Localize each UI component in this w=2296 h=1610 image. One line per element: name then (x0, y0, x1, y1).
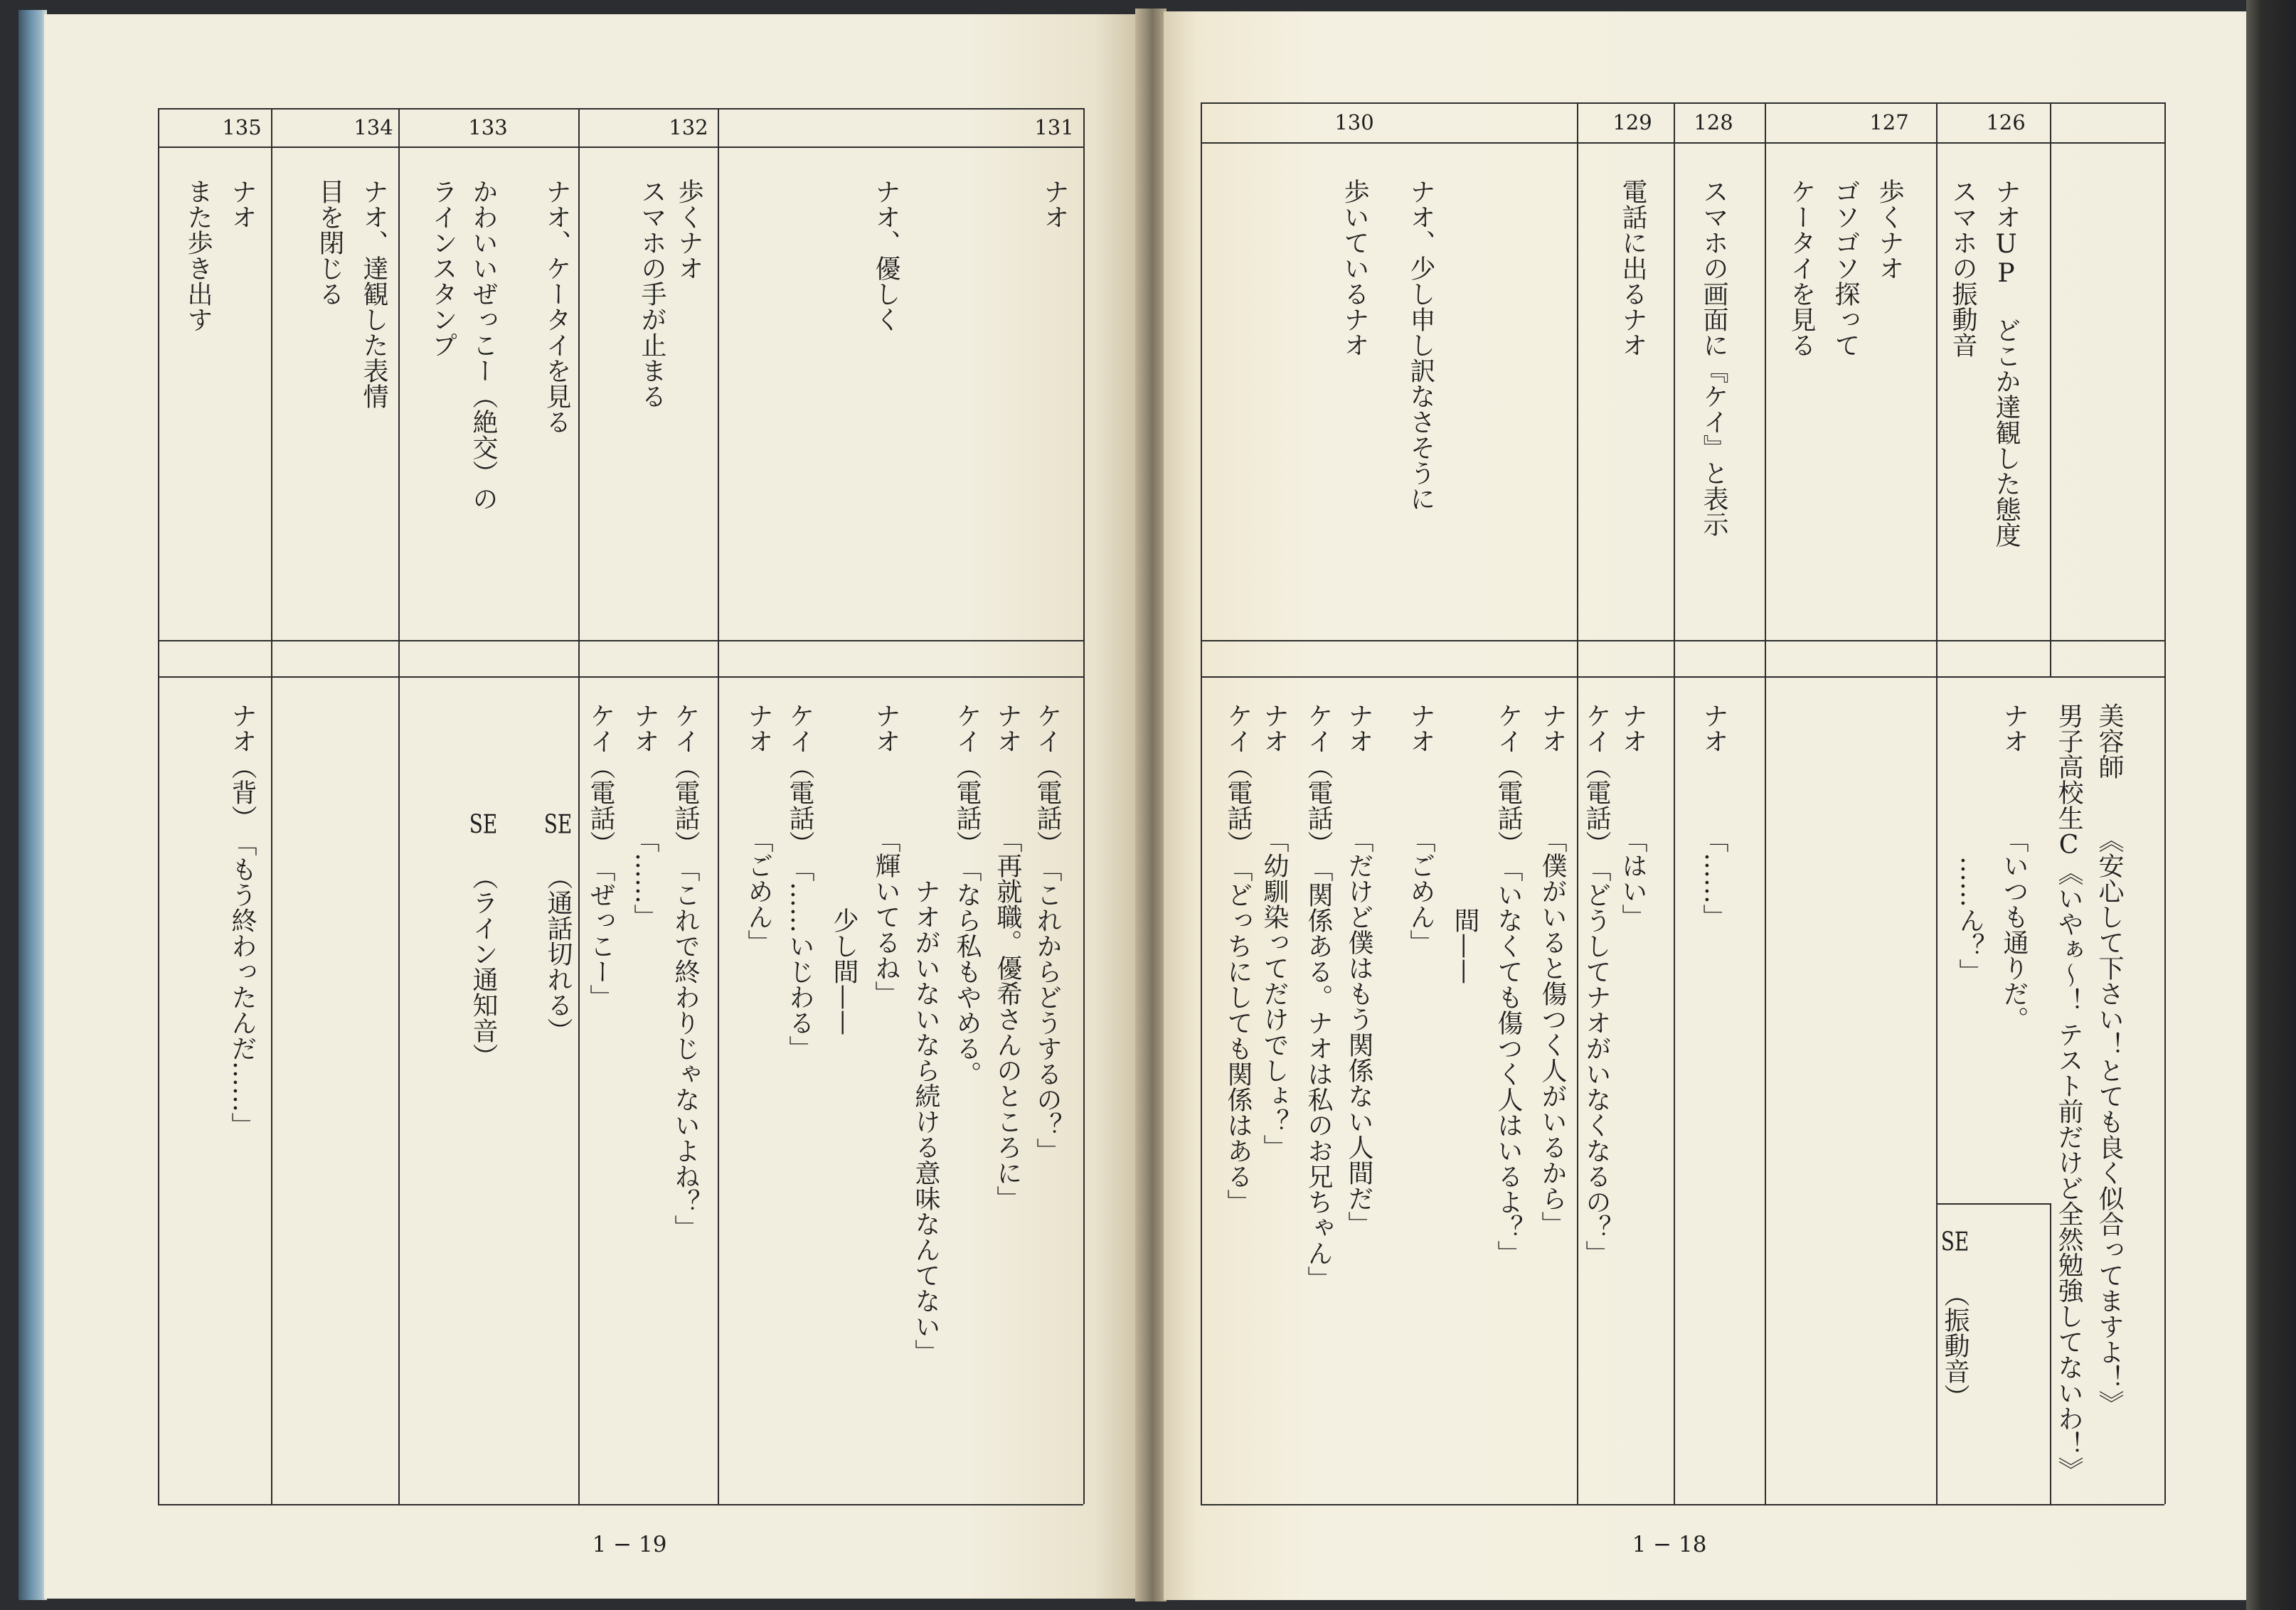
scene-number: 134 (354, 115, 393, 139)
table-rule (1201, 102, 1202, 1504)
table-rule (1201, 640, 2164, 641)
table-rule (1936, 102, 1938, 1504)
table-rule (2050, 102, 2051, 676)
page-number: 1 − 19 (592, 1532, 667, 1557)
speaker-name: ナオ (1344, 703, 1373, 754)
table-rule (158, 640, 1083, 641)
stage-direction: 電話に出るナオ (1618, 178, 1647, 358)
table-rule (271, 108, 272, 1504)
table-rule (1674, 102, 1675, 1504)
speaker-name: ナオ (993, 703, 1022, 754)
dialogue-line (785, 703, 814, 1061)
stage-direction: ナオ、優しく (871, 178, 900, 332)
sound-effect-line (1940, 1230, 1969, 1409)
speaker-name: ケイ（電話） (952, 703, 982, 856)
speaker-name: ナオ (1260, 703, 1289, 754)
scene-number: 131 (1034, 115, 1074, 139)
sound-effect-text: （振動音） (1940, 1281, 1970, 1409)
sound-effect-label: SE (469, 812, 498, 838)
speaker-name: ナオ（背） (228, 703, 257, 831)
se-box-rule (2050, 1203, 2051, 1504)
dialogue-text: 「……いじわる」 (785, 856, 814, 1061)
table-rule (158, 676, 1083, 678)
dialogue-text: 「はい」 (1618, 827, 1647, 929)
sound-effect-line (469, 812, 497, 1069)
stage-direction: スマホの手が止まる (637, 178, 666, 409)
scene-number: 129 (1612, 110, 1652, 134)
table-rule (1083, 108, 1085, 1504)
book-edge-left (18, 10, 47, 1600)
dialogue-line (2095, 703, 2123, 1416)
pause-direction (1450, 907, 1479, 984)
stage-direction: ケータイを見る (1787, 178, 1816, 358)
stage-direction: ナオ (228, 178, 257, 230)
dialogue-text: 少し間—— (829, 907, 859, 1035)
speaker-name: ナオ (744, 703, 773, 754)
scene-number: 130 (1334, 110, 1374, 134)
dialogue-text: 「関係ある。ナオは私のお兄ちゃん」 (1304, 856, 1333, 1291)
dialogue-line (1699, 703, 1728, 929)
speaker-name: ナオ (630, 703, 659, 754)
dialogue-text: 「僕がいると傷つく人がいるから」 (1538, 827, 1567, 1237)
table-rule (158, 1504, 1083, 1505)
dialogue-line (871, 703, 900, 1006)
speaker-name: ナオ (1618, 703, 1647, 754)
dialogue-line (228, 703, 256, 1138)
dialogue-text: 間—— (1450, 907, 1479, 984)
stage-direction: スマホの画面に『ケイ』と表示 (1699, 178, 1728, 537)
dialogue-line (1223, 703, 1252, 1215)
dialogue-line (1304, 703, 1332, 1291)
dialogue-line (586, 703, 615, 1010)
speaker-name: ナオ (871, 703, 900, 754)
dialogue-text: 「いなくても傷つく人はいるよ？」 (1494, 856, 1523, 1266)
speaker-name: 男子高校生C (2054, 703, 2083, 860)
dialogue-line (1999, 703, 2028, 1032)
dialogue-text: 「どうしてナオがいなくなるの？」 (1582, 856, 1611, 1266)
table-rule (1765, 102, 1766, 1504)
dialogue-line (1538, 703, 1566, 1237)
speaker-name: ケイ（電話） (1494, 703, 1523, 856)
table-rule (158, 146, 1083, 148)
scene-number: 133 (468, 115, 508, 139)
dialogue-line (1344, 703, 1373, 1237)
stage-direction: スマホの振動音 (1948, 178, 1977, 358)
sound-effect-line (543, 812, 572, 1043)
dialogue-text: 「ぜっこー」 (586, 856, 615, 1010)
dialogue-text: 「……」 (1699, 827, 1728, 929)
speaker-name: ケイ（電話） (1223, 703, 1253, 856)
dialogue-line (1618, 703, 1647, 929)
dialogue-text: 「もう終わったんだ……」 (228, 831, 257, 1138)
speaker-name: ケイ（電話） (586, 703, 615, 856)
stage-direction: 歩くナオ (674, 178, 703, 281)
speaker-name: ケイ（電話） (785, 703, 814, 856)
dialogue-line (952, 703, 981, 1087)
dialogue-text: 「いつも通りだ。 (1999, 827, 2029, 1032)
dialogue-text: 「だけど僕はもう関係ない人間だ」 (1344, 827, 1373, 1237)
dialogue-line (1582, 703, 1610, 1266)
dialogue-line (2054, 703, 2083, 1482)
table-rule (2164, 102, 2166, 1504)
scene-number: 127 (1869, 110, 1909, 134)
stage-direction: ナオ、少し申し訳なさそうに (1406, 178, 1435, 511)
stage-direction: 歩いているナオ (1340, 178, 1369, 358)
stage-direction: ナオUP どこか達観した態度 (1992, 178, 2021, 548)
dialogue-text: 「これからどうするの？」 (1033, 856, 1062, 1163)
speaker-name: 美容師 (2095, 703, 2124, 779)
table-rule (578, 108, 580, 1504)
dialogue-text: 「どっちにしても関係はある」 (1223, 856, 1253, 1215)
dialogue-text: 「再就職。優希さんのところに」 (993, 827, 1022, 1211)
dialogue-text: ……ん？」 (1955, 856, 1984, 984)
book-gutter (1135, 9, 1166, 1601)
book-edge-right (2246, 0, 2296, 1610)
table-rule (1201, 102, 2164, 104)
sound-effect-label: SE (1940, 1230, 1970, 1255)
scene-number: 132 (669, 115, 708, 139)
dialogue-continuation (911, 878, 940, 1365)
speaker-name: ナオ (1538, 703, 1567, 754)
table-rule (158, 108, 159, 1504)
dialogue-text: 「ごめん」 (744, 827, 773, 955)
scene-number: 126 (1986, 110, 2026, 134)
sound-effect-text: （ライン通知音） (469, 864, 498, 1069)
dialogue-text: 「幼馴染ってだけでしょ？」 (1260, 827, 1289, 1160)
dialogue-text: 「なら私もやめる。 (952, 856, 982, 1087)
speaker-name: ナオ (1999, 703, 2029, 754)
dialogue-line (1033, 703, 1061, 1163)
dialogue-line (671, 703, 699, 1240)
dialogue-text: 《安心して下さい！とても良く似合ってますよ！》 (2095, 827, 2124, 1416)
scene-number: 135 (222, 115, 262, 139)
stage-direction: ナオ、達観した表情 (359, 178, 388, 409)
dialogue-text: 「……」 (630, 827, 659, 929)
dialogue-line (1494, 703, 1522, 1266)
table-rule (158, 108, 1083, 110)
table-rule (718, 108, 719, 1504)
dialogue-continuation (1955, 856, 1984, 984)
sound-effect-text: （通話切れる） (543, 864, 573, 1043)
sound-effect-label: SE (543, 812, 573, 838)
speaker-name: ナオ (1699, 703, 1728, 754)
stage-direction: ナオ (1040, 178, 1069, 230)
dialogue-text: 「輝いてるね」 (871, 827, 900, 1006)
stage-direction: ラインスタンプ (428, 178, 457, 358)
dialogue-line (993, 703, 1021, 1211)
stage-direction: ナオ、ケータイを見る (542, 178, 571, 435)
speaker-name: ケイ（電話） (671, 703, 700, 856)
pause-direction (829, 907, 858, 1035)
stage-direction: ゴソゴソ探って (1831, 178, 1860, 358)
speaker-name: ナオ (1406, 703, 1435, 754)
dialogue-line (630, 703, 659, 929)
stage-direction: 目を閉じる (315, 178, 344, 306)
table-rule (1201, 676, 2164, 678)
dialogue-text: ナオがいないなら続ける意味なんてない」 (911, 878, 940, 1365)
dialogue-text: 「これで終わりじゃないよね？」 (671, 856, 700, 1240)
page-number: 1 − 18 (1632, 1532, 1707, 1557)
table-rule (1577, 102, 1578, 1504)
dialogue-line (744, 703, 772, 955)
stage-direction: かわいいぜっこー（絶交）の (469, 178, 498, 511)
scene-number: 128 (1694, 110, 1733, 134)
table-rule (1201, 1504, 2164, 1505)
dialogue-text: 「ごめん」 (1406, 827, 1435, 955)
se-box-rule (1936, 1203, 2050, 1205)
table-rule (398, 108, 400, 1504)
speaker-name: ケイ（電話） (1582, 703, 1611, 856)
stage-direction: また歩き出す (184, 178, 213, 332)
stage-direction: 歩くナオ (1875, 178, 1904, 281)
speaker-name: ケイ（電話） (1304, 703, 1333, 856)
dialogue-line (1260, 703, 1288, 1160)
dialogue-text: 《いやぁ～！ テスト前だけど全然勉強してないわ！》 (2054, 860, 2083, 1483)
table-rule (1201, 142, 2164, 144)
dialogue-line (1406, 703, 1435, 955)
speaker-name: ケイ（電話） (1033, 703, 1062, 856)
